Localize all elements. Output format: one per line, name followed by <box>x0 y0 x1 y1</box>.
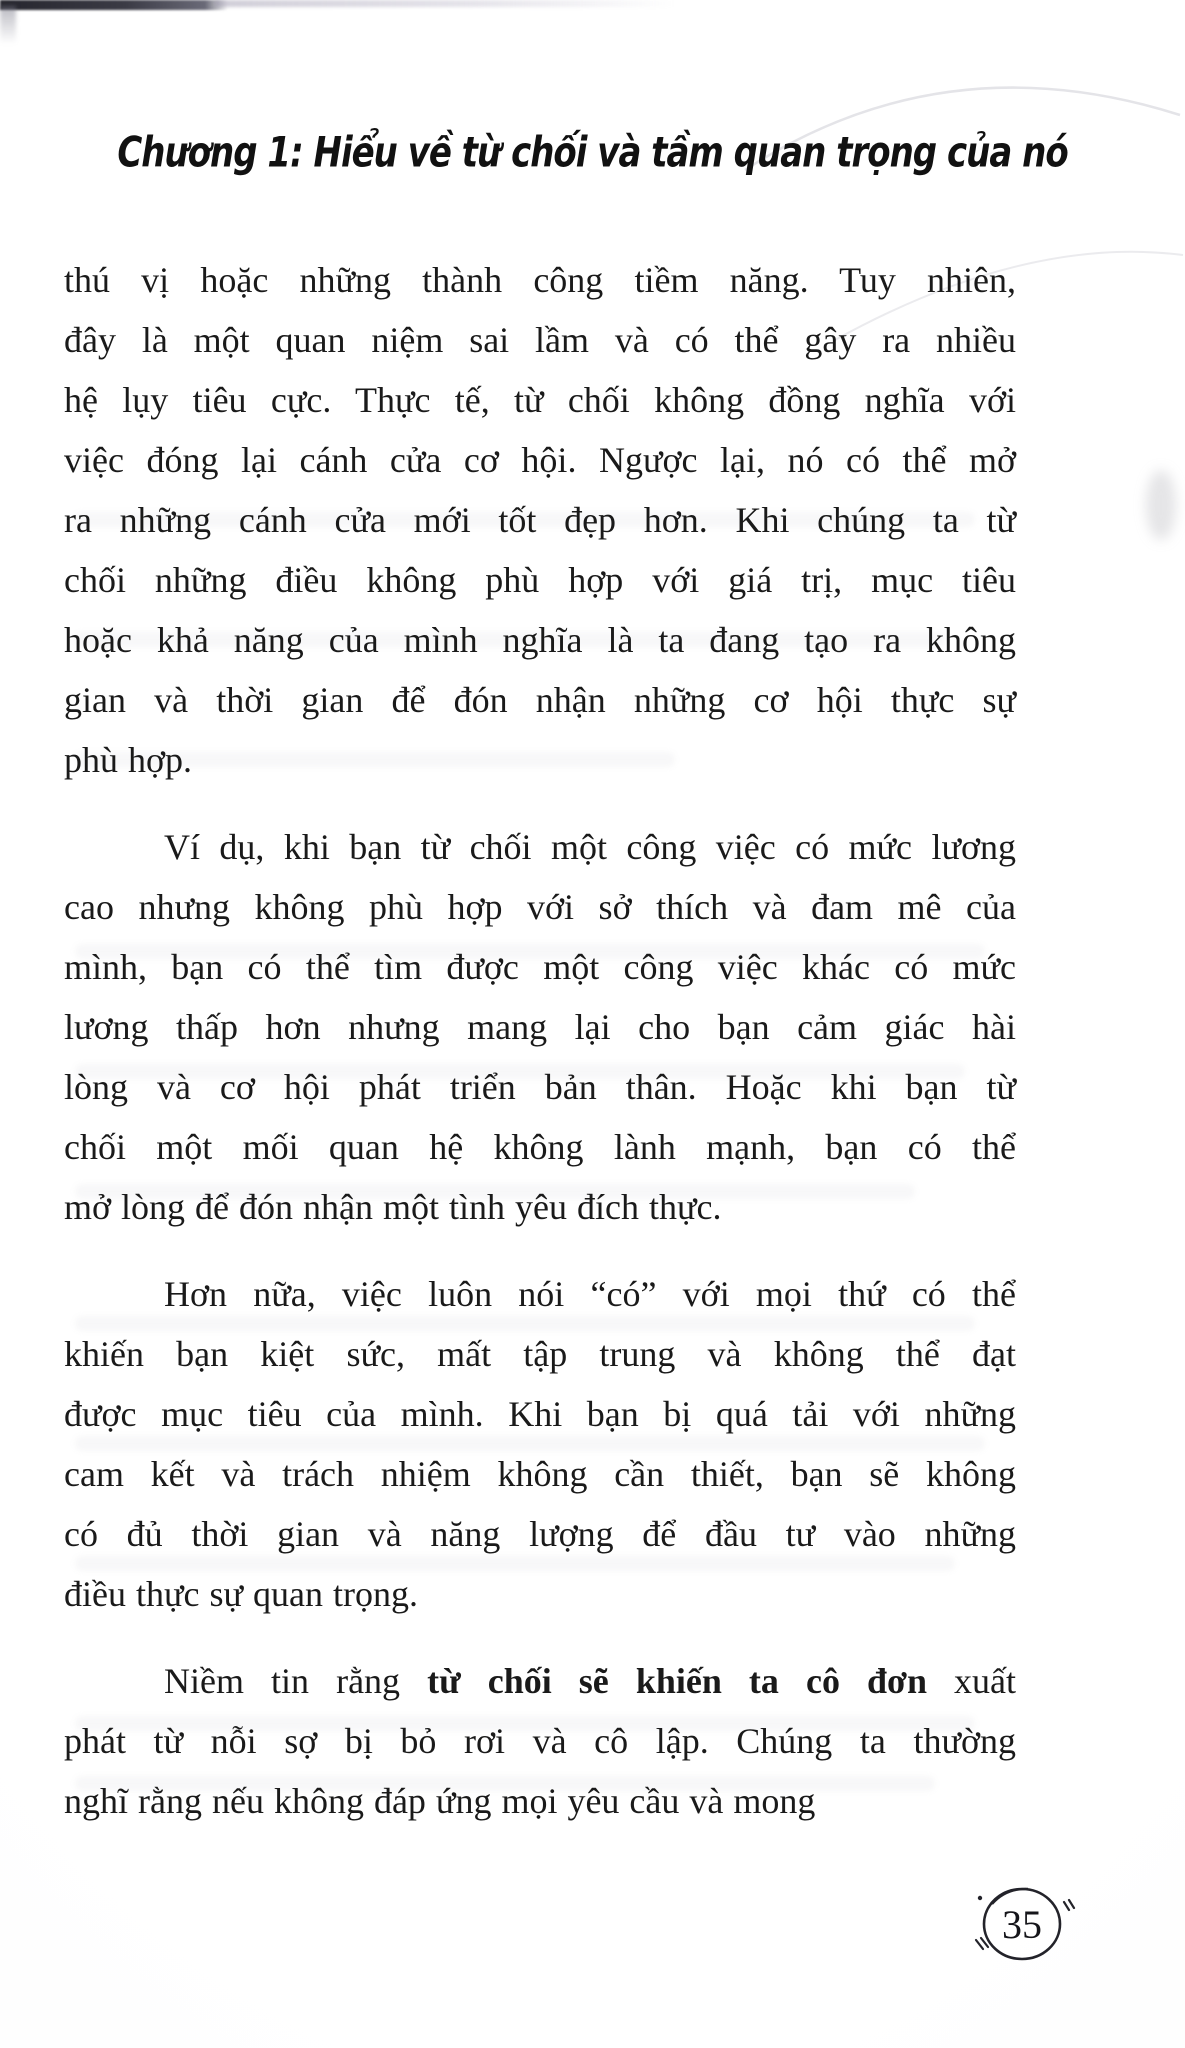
text-segment: đây là một quan niệm sai lầm và có thể gây ra nhiều <box>64 320 1016 360</box>
body-line <box>64 997 1016 1057</box>
text-segment: Niềm tin rằng <box>164 1661 428 1701</box>
text-segment: chối một mối quan hệ không lành mạnh, bạn có thể <box>64 1127 1016 1167</box>
body-line <box>64 310 1016 370</box>
text-segment: lương thấp hơn nhưng mang lại cho bạn cảm giác hài <box>64 1007 1016 1047</box>
body-line <box>64 1264 1016 1324</box>
text-segment: xuất <box>926 1661 1017 1701</box>
text-segment: Ví dụ, khi bạn từ chối một công việc có mức lương <box>164 827 1016 867</box>
body-line <box>64 817 1016 877</box>
body-line <box>64 1651 1016 1711</box>
text-segment: thú vị hoặc những thành công tiềm năng. Tuy nhiên, <box>64 260 1016 300</box>
text-segment: hoặc khả năng của mình nghĩa là ta đang tạo ra không <box>64 620 1016 660</box>
text-segment: khiến bạn kiệt sức, mất tập trung và không thể đạt <box>64 1334 1016 1374</box>
body-line <box>64 1177 1016 1237</box>
body-line <box>64 490 1016 550</box>
body-line <box>64 610 1016 670</box>
page-number: 35 <box>1002 1902 1042 1947</box>
body-line <box>64 430 1016 490</box>
scan-smudge <box>1146 470 1176 540</box>
text-segment: phát từ nỗi sợ bị bỏ rơi và cô lập. Chúng ta thường <box>64 1721 1016 1761</box>
text-segment: Hơn nữa, việc luôn nói “có” với mọi thứ có thể <box>164 1274 1016 1314</box>
body-line <box>64 877 1016 937</box>
paragraph <box>64 1651 1016 1831</box>
body-line <box>64 1324 1016 1384</box>
scan-artifact-corner <box>0 6 16 44</box>
body-line <box>64 1771 1016 1831</box>
text-segment: chối những điều không phù hợp với giá trị, mục tiêu <box>64 560 1016 600</box>
body-line <box>64 250 1016 310</box>
body-line <box>64 550 1016 610</box>
body-text <box>64 250 1016 1831</box>
body-line <box>64 937 1016 997</box>
text-segment: mình, bạn có thể tìm được một công việc khác có mức <box>64 947 1016 987</box>
page-number-badge <box>968 1880 1076 1972</box>
bold-text: từ chối sẽ khiến ta cô đơn <box>427 1661 927 1701</box>
text-segment: có đủ thời gian và năng lượng để đầu tư vào những <box>64 1514 1016 1554</box>
body-line <box>64 370 1016 430</box>
body-line <box>64 1384 1016 1444</box>
scan-artifact-top-edge-faint <box>215 0 675 7</box>
body-line <box>64 1711 1016 1771</box>
chapter-title: Chương 1: Hiểu về từ chối và tầm quan trọng của nó <box>117 128 1068 178</box>
body-line <box>64 1564 1016 1624</box>
text-segment: cao nhưng không phù hợp với sở thích và đam mê của <box>64 887 1016 927</box>
text-segment: được mục tiêu của mình. Khi bạn bị quá tải với những <box>64 1394 1016 1434</box>
body-line <box>64 670 1016 730</box>
scan-artifact-top-edge <box>0 0 228 10</box>
text-segment: nghĩ rằng nếu không đáp ứng mọi yêu cầu và mong <box>64 1781 816 1821</box>
text-segment: hệ lụy tiêu cực. Thực tế, từ chối không đồng nghĩa với <box>64 380 1016 420</box>
text-segment: lòng và cơ hội phát triển bản thân. Hoặc khi bạn từ <box>64 1067 1016 1107</box>
text-segment: điều thực sự quan trọng. <box>64 1574 418 1614</box>
text-segment: phù hợp. <box>64 740 193 780</box>
body-line <box>64 1444 1016 1504</box>
body-line <box>64 1057 1016 1117</box>
text-segment: việc đóng lại cánh cửa cơ hội. Ngược lại, nó có thể mở <box>64 440 1016 480</box>
body-line <box>64 730 1016 790</box>
text-segment: ra những cánh cửa mới tốt đẹp hơn. Khi chúng ta từ <box>64 500 1016 540</box>
text-segment: cam kết và trách nhiệm không cần thiết, bạn sẽ không <box>64 1454 1016 1494</box>
paragraph <box>64 817 1016 1237</box>
text-segment: gian và thời gian để đón nhận những cơ hội thực sự <box>64 680 1016 720</box>
paragraph <box>64 1264 1016 1624</box>
text-segment: mở lòng để đón nhận một tình yêu đích thực. <box>64 1187 722 1227</box>
body-line <box>64 1117 1016 1177</box>
body-line <box>64 1504 1016 1564</box>
paragraph <box>64 250 1016 790</box>
